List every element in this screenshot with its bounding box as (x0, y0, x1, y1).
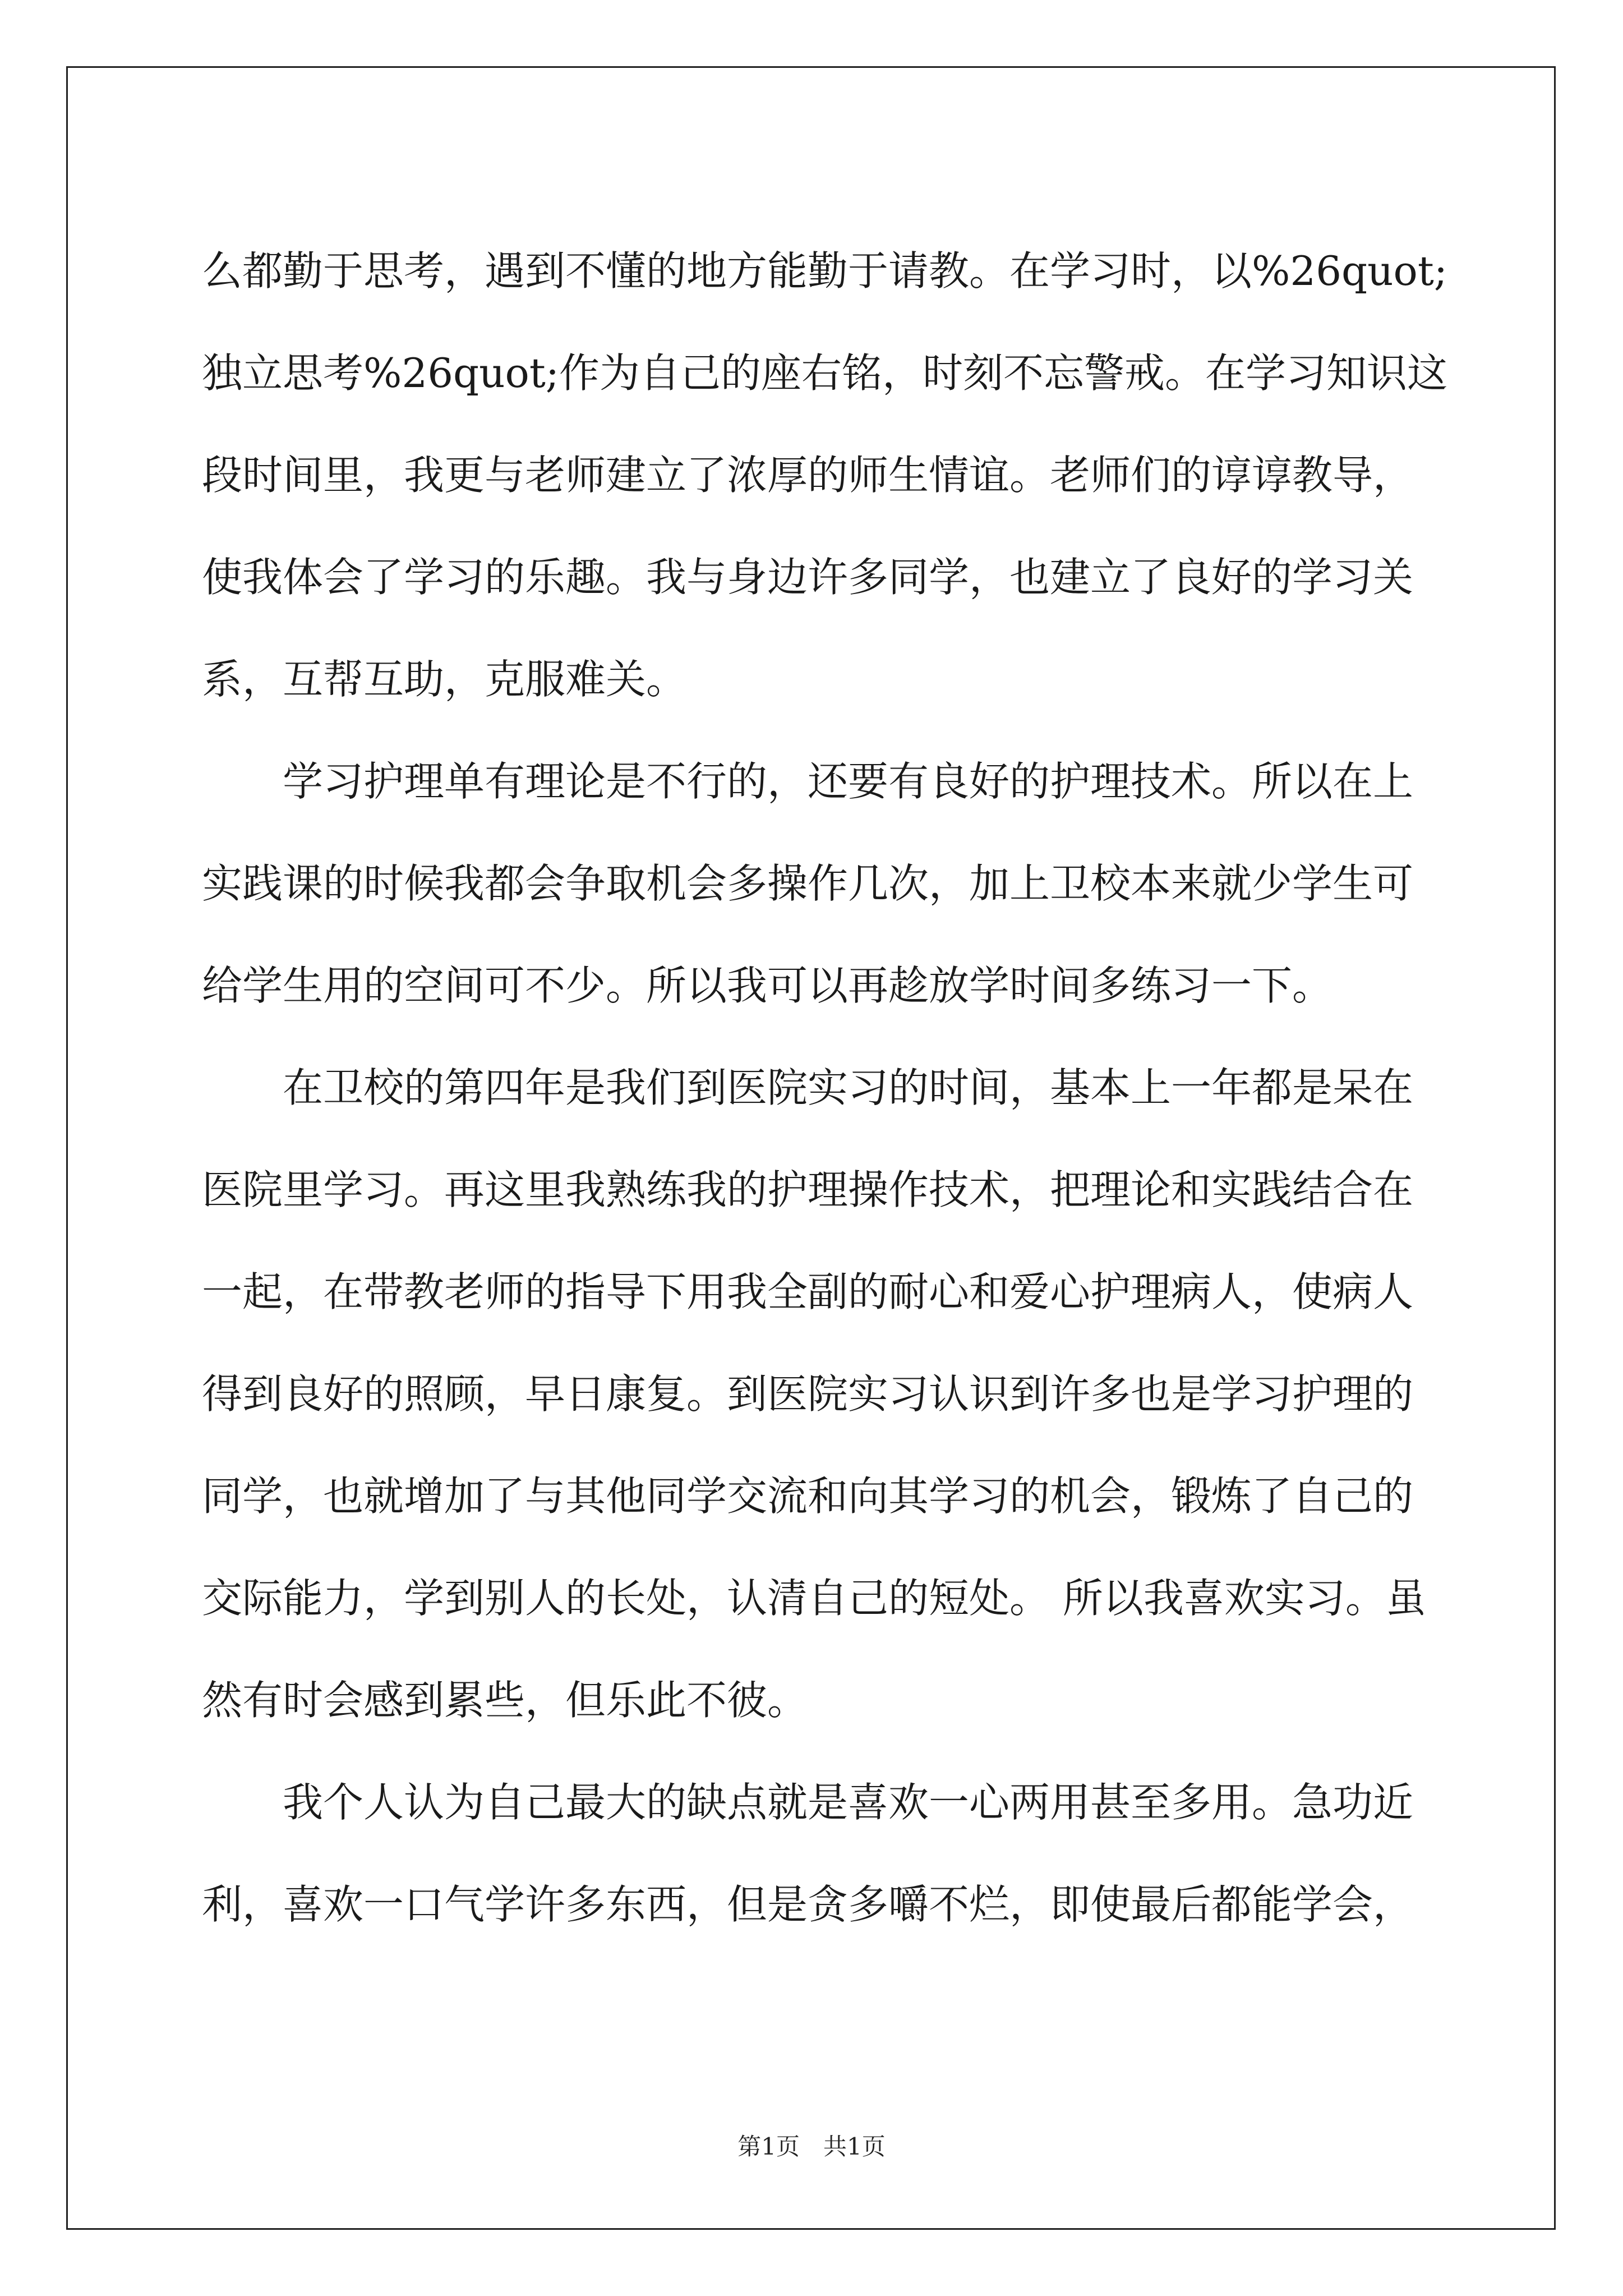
text-line: 给学生用的空间可不少。所以我可以再趁放学时间多练习一下。 (202, 962, 1333, 1009)
text-line: 一起，在带教老师的指导下用我全副的耐心和爱心护理病人，使病人 (202, 1268, 1414, 1315)
text-line: 我个人认为自己最大的缺点就是喜欢一心两用甚至多用。急功近 (283, 1779, 1414, 1826)
page-footer (0, 2130, 1623, 2164)
text-line: 同学，也就增加了与其他同学交流和向其学习的机会，锻炼了自己的 (202, 1473, 1414, 1520)
text-line: 在卫校的第四年是我们到医院实习的时间，基本上一年都是呆在 (283, 1064, 1414, 1111)
text-line: 系，互帮互助，克服难关。 (202, 656, 687, 703)
text-line: 独立思考%26quot;作为自己的座右铭，时刻不忘警戒。在学习知识这 (202, 349, 1448, 397)
text-line: 段时间里，我更与老师建立了浓厚的师生情谊。老师们的谆谆教导， (202, 452, 1414, 499)
text-line: 实践课的时候我都会争取机会多操作几次，加上卫校本来就少学生可 (202, 860, 1414, 907)
text-line: 然有时会感到累些，但乐此不彼。 (202, 1677, 808, 1724)
text-line: 医院里学习。再这里我熟练我的护理操作技术，把理论和实践结合在 (202, 1166, 1414, 1213)
text-line: 利，喜欢一口气学许多东西，但是贪多嚼不烂，即使最后都能学会， (202, 1881, 1414, 1928)
text-line: 得到良好的照顾，早日康复。到医院实习认识到许多也是学习护理的 (202, 1370, 1414, 1418)
text-line: 学习护理单有理论是不行的，还要有良好的护理技术。所以在上 (283, 758, 1414, 805)
text-line: 么都勤于思考，遇到不懂的地方能勤于请教。在学习时，以%26quot; (202, 247, 1448, 295)
page-number-label: 第1页 共1页 (737, 2133, 886, 2160)
text-line: 交际能力，学到别人的长处，认清自己的短处。 所以我喜欢实习。虽 (202, 1575, 1426, 1622)
text-line: 使我体会了学习的乐趣。我与身边许多同学，也建立了良好的学习关 (202, 554, 1414, 601)
document-body (202, 220, 1448, 1955)
